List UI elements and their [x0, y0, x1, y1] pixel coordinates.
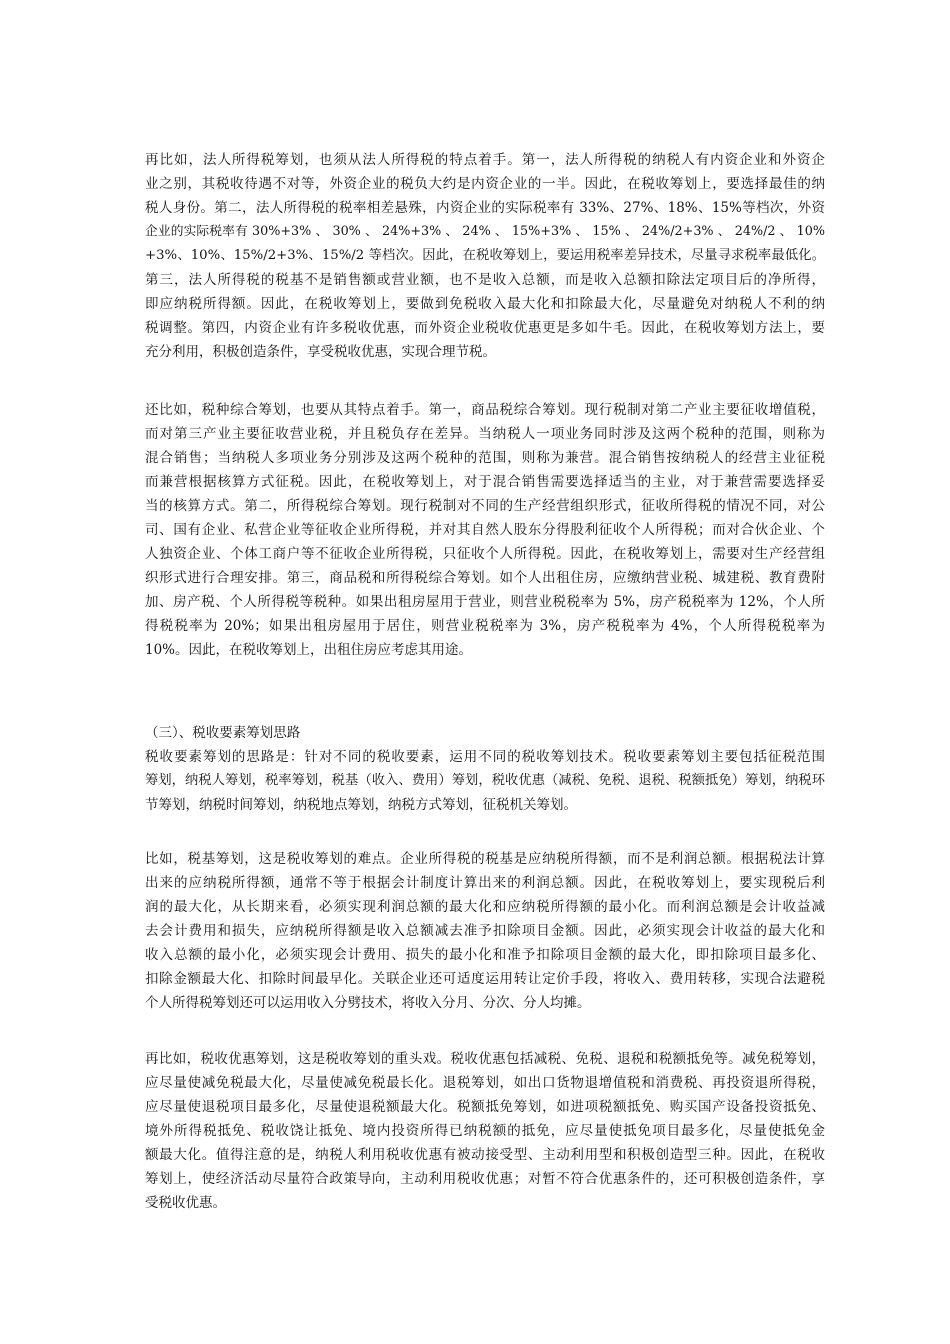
text-line: 应尽量使减免税最大化，尽量使减免税最长化。退税筹划，如出口货物退增值税和消费税、再投资退所得税，	[145, 1075, 825, 1091]
text-line: 即应纳税所得额。因此，在税收筹划上，要做到免税收入最大化和扣除最大化，尽量避免对纳税人不利的纳	[145, 296, 825, 312]
paragraph-tax-incentive-planning	[145, 1047, 825, 1215]
text-line: 第三，法人所得税的税基不是销售额或营业额，也不是收入总额，而是收入总额扣除法定项目后的净所得，	[145, 272, 825, 288]
text-line: 而对第三产业主要征收营业税，并且税负存在差异。当纳税人一项业务同时涉及这两个税种的范围，则称为	[145, 426, 825, 442]
paragraph-tax-type-planning	[145, 398, 825, 662]
text-line: 得税税率为 20%；如果出租房屋用于居住，则营业税税率为 3%，房产税税率为 4%，个人所得税税率为	[145, 618, 825, 634]
text-line: 节筹划，纳税时间筹划，纳税地点筹划，纳税方式筹划，征税机关筹划。	[145, 797, 577, 813]
text-line: 加、房产税、个人所得税等税种。如果出租房屋用于营业，则营业税税率为 5%，房产税税率为 12%，个人所	[145, 594, 825, 610]
text-line: 去会计费用和损失，应纳税所得额是收入总额减去准予扣除项目金额。因此，必须实现会计收益的最大化和	[145, 923, 825, 939]
text-line: 当的核算方式。第二，所得税综合筹划。现行税制对不同的生产经营组织形式，征收所得税的情况不同，对公	[145, 498, 825, 514]
text-line: 税收要素筹划的思路是：针对不同的税收要素，运用不同的税收筹划技术。税收要素筹划主要包括征税范围	[145, 749, 825, 765]
text-line: 受税收优惠。	[145, 1195, 226, 1211]
text-line: 而兼营根据核算方式征税。因此，在税收筹划上，对于混合销售需要选择适当的主业，对于兼营需要选择妥	[145, 474, 825, 490]
text-line: 混合销售；当纳税人多项业务分别涉及这两个税种的范围，则称为兼营。混合销售按纳税人的经营主业征税	[145, 450, 825, 466]
text-line: 境外所得税抵免、税收饶让抵免、境内投资所得已纳税额的抵免，应尽量使抵免项目最多化，尽量使抵免金	[145, 1123, 825, 1139]
text-line: +3%、10%、15%/2+3%、15%/2 等档次。因此，在税收筹划上，要运用税率差异技术，尽量寻求税率最低化。	[145, 248, 825, 263]
text-line: 税调整。第四，内资企业有许多税收优惠，而外资企业税收优惠更是多如牛毛。因此，在税收筹划方法上，要	[145, 320, 825, 336]
text-line: 充分利用，积极创造条件，享受税收优惠，实现合理节税。	[145, 344, 496, 360]
text-line: 收入总额的最小化，必须实现会计费用、损失的最小化和准予扣除项目金额的最大化，即扣除项目最多化、	[145, 947, 825, 963]
text-line: 人独资企业、个体工商户等不征收企业所得税，只征收个人所得税。因此，在税收筹划上，需要对生产经营组	[145, 546, 825, 562]
text-line: 筹划，纳税人筹划，税率筹划，税基（收入、费用）筹划，税收优惠（减税、免税、退税、税额抵免）筹划，纳税环	[145, 773, 825, 788]
text-line: 织形式进行合理安排。第三，商品税和所得税综合筹划。如个人出租住房，应缴纳营业税、城建税、教育费附	[145, 570, 825, 586]
text-line: 润的最大化，从长期来看，必须实现利润总额的最大化和应纳税所得额的最小化。而利润总额是会计收益减	[145, 899, 825, 915]
text-line: 企业的实际税率有 30%+3% 、 30% 、 24%+3% 、 24% 、 15%+3% 、 15% 、 24%/2+3% 、 24%/2 、 10%	[145, 224, 825, 239]
text-line: 个人所得税筹划还可以运用收入分劈技术，将收入分月、分次、分人均摊。	[145, 995, 591, 1011]
text-line: 还比如，税种综合筹划，也要从其特点着手。第一，商品税综合筹划。现行税制对第二产业主要征收增值税，	[145, 402, 825, 418]
text-line: 应尽量使退税项目最多化，尽量使退税额最大化。税额抵免筹划，如进项税额抵免、购买国产设备投资抵免、	[145, 1099, 825, 1115]
text-line: 扣除金额最大化、扣除时间最早化。关联企业还可适度运用转让定价手段，将收入、费用转移，实现合法避税	[145, 971, 825, 987]
text-line: 比如，税基筹划，这是税收筹划的难点。企业所得税的税基是应纳税所得额，而不是利润总额。根据税法计算	[145, 851, 825, 867]
paragraph-corporate-income-tax	[145, 148, 825, 364]
text-line: 10%。因此，在税收筹划上，出租住房应考虑其用途。	[145, 642, 473, 658]
section-heading: （三）、税收要素筹划思路	[145, 725, 301, 741]
text-line: 司、国有企业、私营企业等征收企业所得税，并对其自然人股东分得股利征收个人所得税；而对合伙企业、个	[145, 522, 825, 538]
text-line: 出来的应纳税所得额，通常不等于根据会计制度计算出来的利润总额。因此，在税收筹划上，要实现税后利	[145, 875, 825, 891]
text-line: 额最大化。值得注意的是，纳税人利用税收优惠有被动接受型、主动利用型和积极创造型三种。因此，在税收	[145, 1147, 825, 1163]
text-line: 再比如，税收优惠筹划，这是税收筹划的重头戏。税收优惠包括减税、免税、退税和税额抵免等。减免税筹划，	[145, 1051, 825, 1067]
text-line: 筹划上，使经济活动尽量符合政策导向，主动利用税收优惠；对暂不符合优惠条件的，还可积极创造条件，享	[145, 1171, 825, 1187]
paragraph-tax-element-approach	[145, 745, 825, 817]
paragraph-tax-base-planning	[145, 847, 825, 1015]
text-line: 再比如，法人所得税筹划，也须从法人所得税的特点着手。第一，法人所得税的纳税人有内资企业和外资企	[145, 152, 825, 168]
text-line: 税人身份。第二，法人所得税的税率相差悬殊，内资企业的实际税率有 33%、27%、18%、15%等档次，外资	[145, 200, 825, 216]
text-line: 业之别，其税收待遇不对等，外资企业的税负大约是内资企业的一半。因此，在税收筹划上，要选择最佳的纳	[145, 176, 825, 192]
